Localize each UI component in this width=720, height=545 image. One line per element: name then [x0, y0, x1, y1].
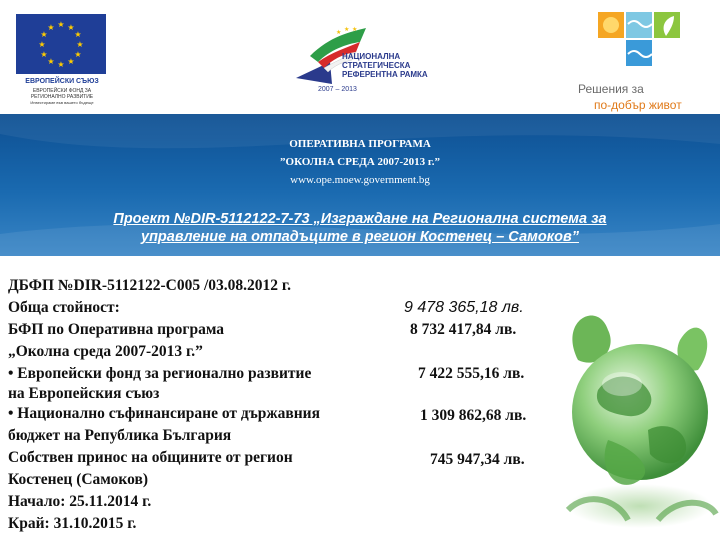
erdf-label-eu: на Европейския съюз — [8, 385, 160, 402]
eu-logo-line3: РЕГИОНАЛНО РАЗВИТИЕ — [30, 94, 94, 100]
nsrf-text — [342, 52, 428, 79]
own-contribution-value: 745 947,34 лв. — [430, 451, 525, 468]
green-globe-illustration — [548, 300, 720, 540]
svg-text:★: ★ — [344, 26, 350, 33]
eu-logo-line4: Инвестираме във вашето бъдеще — [30, 100, 94, 105]
svg-text:★: ★ — [57, 20, 65, 29]
svg-text:★: ★ — [74, 50, 82, 59]
eu-logo-line2: ЕВРОПЕЙСКИ ФОНД ЗА — [32, 88, 92, 94]
svg-text:★: ★ — [47, 23, 55, 32]
svg-text:★: ★ — [67, 57, 75, 66]
environment-logo-icon — [574, 10, 710, 80]
svg-text:★: ★ — [352, 26, 358, 33]
nsrf-line1: НАЦИОНАЛНА — [342, 52, 401, 61]
contract-number: ДБФП №DIR-5112122-C005 /03.08.2012 г. — [8, 277, 292, 294]
project-title — [40, 210, 680, 246]
eu-logo — [16, 14, 108, 114]
globe-icon — [548, 300, 720, 540]
grant-label-program: „Околна среда 2007-2013 г.” — [8, 343, 203, 360]
national-cofinancing-value: 1 309 862,68 лв. — [420, 407, 527, 424]
nsrf-line2: СТРАТЕГИЧЕСКА — [342, 61, 411, 70]
national-cofinancing-label-budget: бюджет на Република България — [8, 427, 232, 444]
logo-bar — [0, 0, 720, 114]
svg-text:★: ★ — [38, 40, 46, 49]
project-title-line1: Проект №DIR-5112122-7-73 „Изграждане на Регионална система за — [113, 211, 607, 227]
program-title: ОПЕРАТИВНА ПРОГРАМА — [289, 138, 431, 150]
environment-logo-text2: по-добър живот — [594, 98, 682, 112]
grant-label: БФП по Оперативна програма — [8, 321, 225, 338]
own-contribution-label: Собствен принос на общините от регион — [8, 449, 293, 466]
svg-text:★: ★ — [67, 23, 75, 32]
start-date: Начало: 25.11.2014 г. — [8, 493, 152, 510]
environment-program-logo — [574, 10, 710, 114]
erdf-label: • Европейски фонд за регионално развитие — [8, 365, 312, 382]
nsrf-logo — [290, 22, 430, 100]
total-value-label: Обща стойност: — [8, 299, 120, 316]
svg-text:★: ★ — [57, 60, 65, 69]
national-cofinancing-label: • Национално съфинансиране от държавния — [8, 405, 320, 422]
svg-text:★: ★ — [336, 29, 342, 36]
own-contribution-label-region: Костенец (Самоков) — [8, 471, 149, 488]
eu-logo-title: ЕВРОПЕЙСКИ СЪЮЗ — [25, 78, 99, 85]
program-url-link[interactable]: www.ope.moew.government.bg — [290, 174, 430, 186]
svg-text:★: ★ — [40, 30, 48, 39]
eu-logo-subtitle — [16, 88, 108, 106]
svg-text:★: ★ — [47, 57, 55, 66]
nsrf-line3: РЕФЕРЕНТНА РАМКА — [342, 70, 428, 79]
end-date: Край: 31.10.2015 г. — [8, 515, 137, 532]
eu-flag-icon — [16, 14, 106, 74]
program-banner — [0, 114, 720, 256]
svg-text:★: ★ — [40, 50, 48, 59]
total-value: 9 478 365,18 лв. — [404, 299, 524, 316]
program-subtitle: ”ОКОЛНА СРЕДА 2007-2013 г.” — [280, 156, 440, 168]
erdf-value: 7 422 555,16 лв. — [418, 365, 525, 382]
svg-text:★: ★ — [76, 40, 84, 49]
grant-value: 8 732 417,84 лв. — [410, 321, 517, 338]
nsrf-years: 2007 – 2013 — [318, 86, 357, 93]
project-title-line2: управление на отпадъците в регион Костенец – Самоков” — [141, 229, 579, 245]
svg-text:★: ★ — [74, 30, 82, 39]
environment-logo-text1: Решения за — [578, 82, 644, 96]
